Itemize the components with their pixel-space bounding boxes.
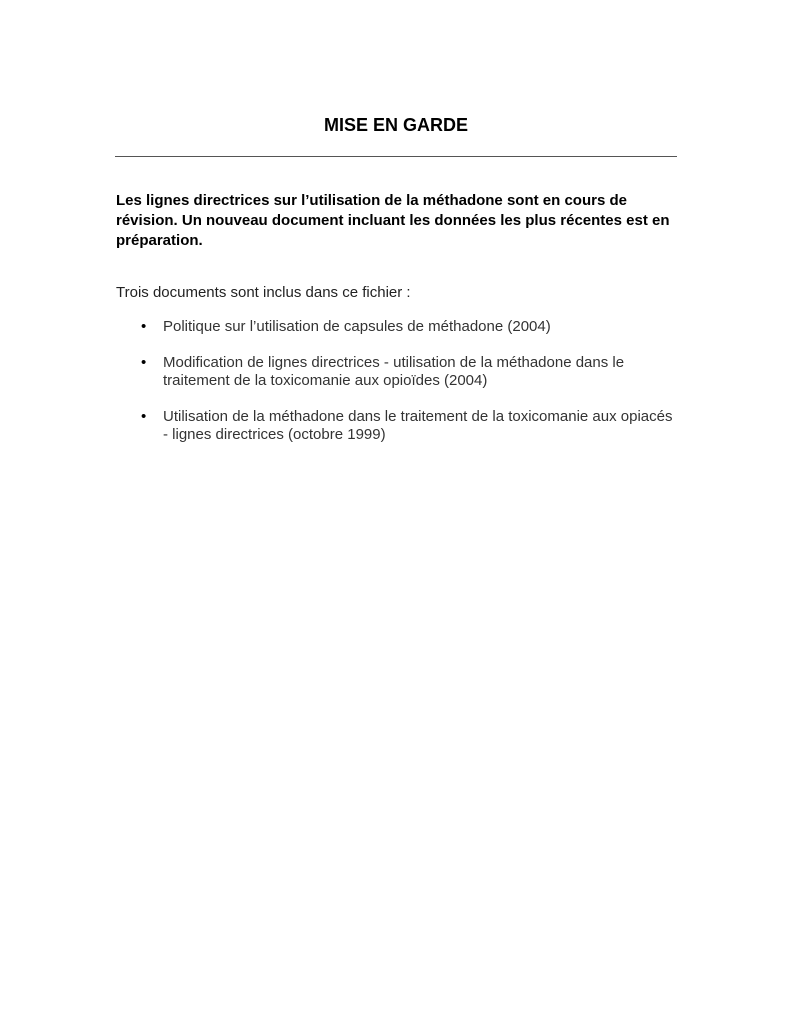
list-item xyxy=(116,354,676,390)
bullet-icon: • xyxy=(141,318,147,335)
list-item xyxy=(116,408,676,444)
bullet-icon: • xyxy=(141,408,147,425)
page-title: MISE EN GARDE xyxy=(323,115,469,135)
bullet-icon: • xyxy=(141,354,147,371)
list-item-text: Politique sur l’utilisation de capsules de méthadone (2004) xyxy=(163,318,551,335)
intro-text: Trois documents sont inclus dans ce fichier : xyxy=(116,284,411,301)
title-divider xyxy=(115,156,677,157)
document-list xyxy=(116,318,676,444)
list-item-text: Utilisation de la méthadone dans le traitement de la toxicomanie aux opiacés - lignes directrices (octobre 1999) xyxy=(163,408,673,443)
warning-paragraph: Les lignes directrices sur l’utilisation de la méthadone sont en cours de révision. Un nouveau document incluant les données les plus récentes est en préparation. xyxy=(116,192,670,249)
list-item-text: Modification de lignes directrices - utilisation de la méthadone dans le traitement de la toxicomanie aux opioïdes (2004) xyxy=(163,354,625,389)
list-item xyxy=(116,318,676,336)
